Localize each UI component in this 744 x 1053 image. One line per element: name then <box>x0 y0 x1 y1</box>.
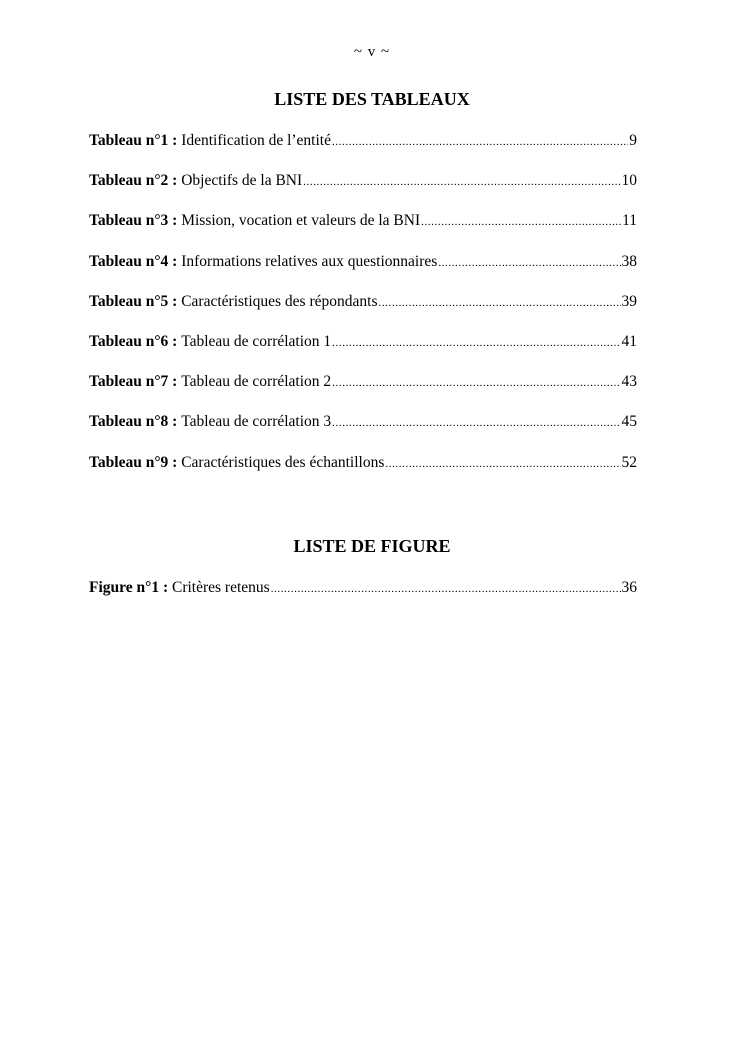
toc-entry-label: Tableau n°6 : <box>89 332 178 350</box>
toc-entry-page: 52 <box>621 453 637 471</box>
toc-entry-page: 38 <box>621 252 637 270</box>
toc-entry-page: 10 <box>621 172 637 190</box>
toc-entry-text: Objectifs de la BNI <box>181 172 303 190</box>
toc-entry-table-8[interactable] <box>89 413 637 453</box>
toc-entry-table-9[interactable] <box>89 454 637 494</box>
toc-entry-label: Tableau n°9 : <box>89 453 178 471</box>
toc-entry-table-4[interactable] <box>89 253 637 293</box>
toc-entry-label: Tableau n°2 : <box>89 172 178 190</box>
toc-entry-page: 45 <box>621 413 637 431</box>
dot-leader <box>438 257 620 269</box>
toc-entry-text: Tableau de corrélation 1 <box>181 332 332 350</box>
toc-entry-text: Caractéristiques des répondants <box>181 292 378 310</box>
tables-list <box>89 132 637 494</box>
dot-leader <box>332 377 620 389</box>
toc-entry-text: Informations relatives aux questionnaires <box>181 252 438 270</box>
toc-entry-page: 9 <box>629 132 637 149</box>
dot-leader <box>303 176 620 188</box>
toc-entry-label: Tableau n°3 : <box>89 212 178 230</box>
figures-list <box>89 579 637 619</box>
toc-entry-table-2[interactable] <box>89 172 637 212</box>
toc-entry-label: Tableau n°8 : <box>89 413 178 431</box>
toc-entry-page: 39 <box>621 292 637 310</box>
toc-entry-table-6[interactable] <box>89 333 637 373</box>
toc-entry-page: 43 <box>621 373 637 391</box>
dot-leader <box>421 216 621 228</box>
toc-entry-page: 41 <box>621 332 637 350</box>
toc-entry-page: 11 <box>622 212 637 230</box>
toc-entry-table-1[interactable] <box>89 132 637 172</box>
dot-leader <box>332 417 620 429</box>
toc-entry-text: Mission, vocation et valeurs de la BNI <box>181 212 421 230</box>
dot-leader <box>332 136 628 148</box>
toc-entry-table-7[interactable] <box>89 373 637 413</box>
toc-entry-text: Caractéristiques des échantillons <box>181 453 385 471</box>
dot-leader <box>271 583 621 595</box>
toc-entry-label: Tableau n°7 : <box>89 373 178 391</box>
toc-entry-table-5[interactable] <box>89 293 637 333</box>
dot-leader <box>332 337 620 349</box>
toc-entry-page: 36 <box>621 579 637 596</box>
figures-list-title: LISTE DE FIGURE <box>293 536 451 556</box>
tables-list-title: LISTE DES TABLEAUX <box>274 89 470 109</box>
toc-entry-text: Tableau de corrélation 3 <box>181 413 332 431</box>
toc-entry-text: Identification de l’entité <box>181 132 331 149</box>
toc-entry-label: Tableau n°5 : <box>89 292 178 310</box>
toc-entry-label: Tableau n°1 : <box>89 132 178 149</box>
page-number: ~ v ~ <box>353 44 391 60</box>
toc-entry-table-3[interactable] <box>89 212 637 252</box>
toc-entry-label: Figure n°1 : <box>89 579 169 596</box>
dot-leader <box>385 458 620 470</box>
toc-entry-figure-1[interactable] <box>89 579 637 619</box>
dot-leader <box>378 297 620 309</box>
toc-entry-label: Tableau n°4 : <box>89 252 178 270</box>
toc-entry-text: Critères retenus <box>171 579 270 596</box>
toc-entry-text: Tableau de corrélation 2 <box>181 373 332 391</box>
